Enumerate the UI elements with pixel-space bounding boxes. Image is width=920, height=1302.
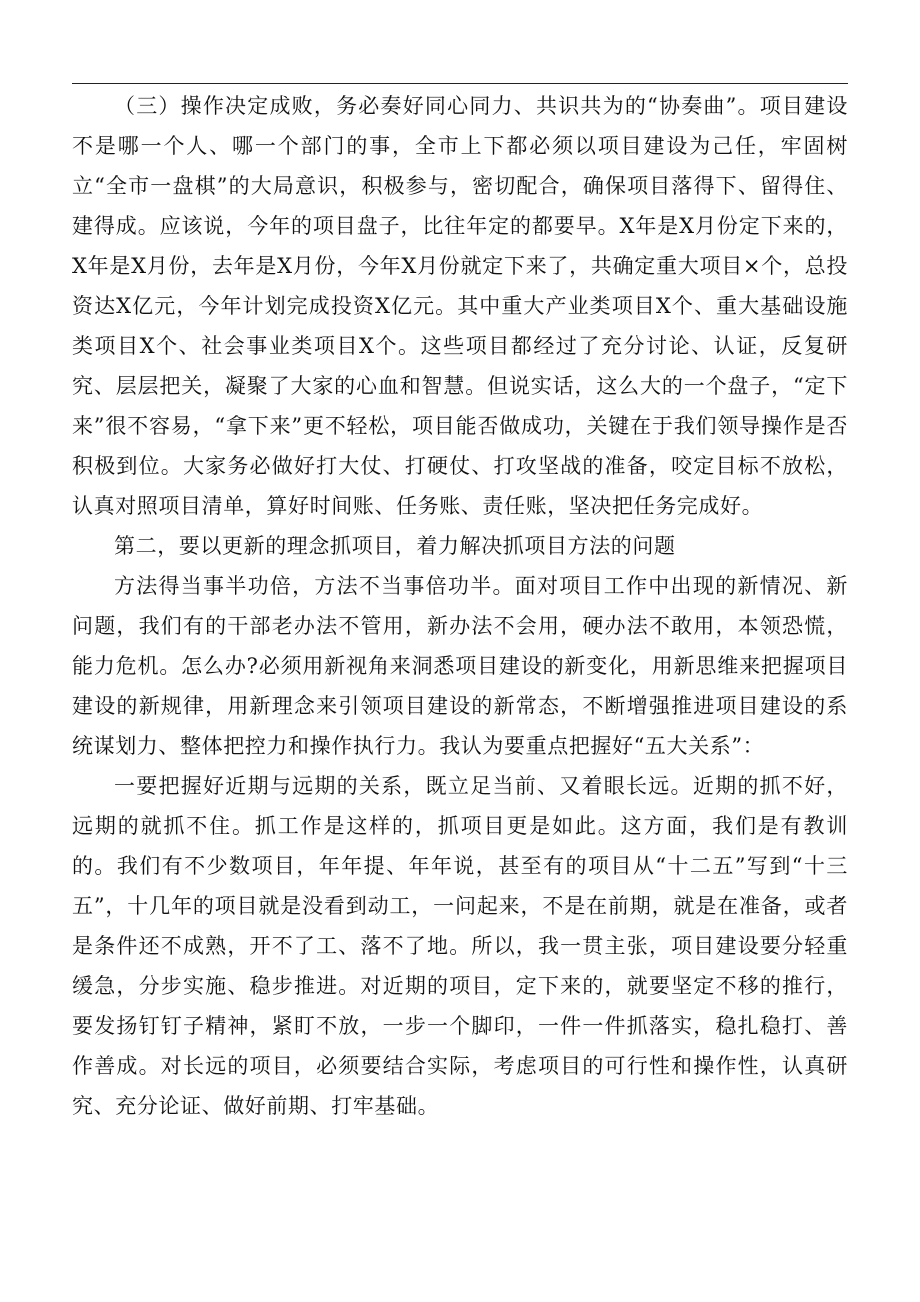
section-heading-second: 第二，要以更新的理念抓项目，着力解决抓项目方法的问题 bbox=[114, 534, 676, 558]
header-rule bbox=[72, 83, 848, 84]
paragraph-operation-success: （三）操作决定成败，务必奏好同心同力、共识共为的“协奏曲”。项目建设不是哪一个人、哪一个部门的事，全市上下都必须以项目建设为己任，牢固树立“全市一盘棋”的大局意识，积极参与，密切配合，确保项目落得下、留得住、建得成。应该说，今年的项目盘子，比往年定的都要早。X年是X月份定下来的，X年是X月份，去年是X月份，今年X月份就定下来了，共确定重大项目×个，总投资达X亿元，今年计划完成投资X亿元。其中重大产业类项目X个、重大基础设施类项目X个、社会事业类项目X个。这些项目都经过了充分讨论、认证，反复研究、层层把关，凝聚了大家的心血和智慧。但说实话，这么大的一个盘子，“定下来”很不容易，“拿下来”更不轻松，项目能否做成功，关键在于我们领导操作是否积极到位。大家务必做好打大仗、打硬仗、打攻坚战的准备，咬定目标不放松，认真对照项目清单，算好时间账、任务账、责任账，坚决把任务完成好。 bbox=[72, 94, 848, 518]
paragraph-method: 方法得当事半功倍，方法不当事倍功半。面对项目工作中出现的新情况、新问题，我们有的干部老办法不管用，新办法不会用，硬办法不敢用，本领恐慌，能力危机。怎么办?必须用新视角来洞悉项目建设的新变化，用新思维来把握项目建设的新规律，用新理念来引领项目建设的新常态，不断增强推进项目建设的系统谋划力、整体把控力和操作执行力。我认为要重点把握好“五大关系”： bbox=[72, 574, 848, 758]
paragraph-near-far-relation: 一要把握好近期与远期的关系，既立足当前、又着眼长远。近期的抓不好，远期的就抓不住。抓工作是这样的，抓项目更是如此。这方面，我们是有教训的。我们有不少数项目，年年提、年年说，甚至有的项目从“十二五”写到“十三五”，十几年的项目就是没看到动工，一问起来，不是在前期，就是在准备，或者是条件还不成熟，开不了工、落不了地。所以，我一贯主张，项目建设要分轻重缓急，分步实施、稳步推进。对近期的项目，定下来的，就要坚定不移的推行，要发扬钉钉子精神，紧盯不放，一步一个脚印，一件一件抓落实，稳扎稳打、善作善成。对长远的项目，必须要结合实际，考虑项目的可行性和操作性，认真研究、充分论证、做好前期、打牢基础。 bbox=[72, 774, 848, 1118]
body-text bbox=[72, 86, 848, 1126]
